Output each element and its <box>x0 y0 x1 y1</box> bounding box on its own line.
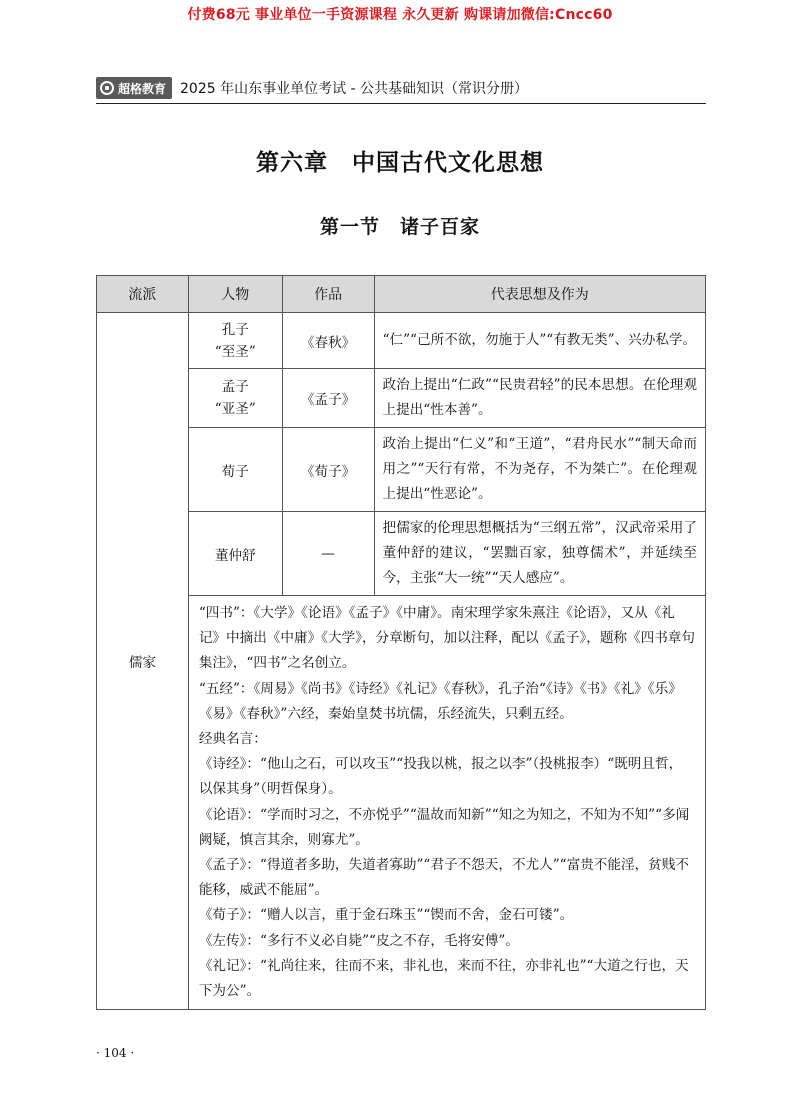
note-liji: 《礼记》：“礼尚往来，往而不来，非礼也，来而不往，亦非礼也”“大道之行也，天下为公”。 <box>198 957 689 1000</box>
note-five-classics: “五经”：《周易》《尚书》《诗经》《礼记》《春秋》，孔子治“《诗》《书》《礼》《乐》《易》《春秋》”六经，秦始皇焚书坑儒，乐经流失，只剩五经。 <box>198 680 682 722</box>
thought-cell: 把儒家的伦理思想概括为“三纲五常”，汉武帝采用了董仲舒的建议，“罢黜百家，独尊儒术”，并延续至今，主张“大一统”“天人感应”。 <box>374 512 705 596</box>
note-lunyu: 《论语》：“学而时习之，不亦悦乎”“温故而知新”“知之为知之，不知为不知”“多闻阙疑，慎言其余，则寡尤”。 <box>198 806 690 848</box>
schools-table <box>96 275 706 1010</box>
thought-cell: “仁”“己所不欲，勿施于人”“有教无类”、兴办私学。 <box>374 313 705 369</box>
table-row <box>97 596 706 1010</box>
header-school: 流派 <box>97 276 189 313</box>
note-zuozhuan: 《左传》：“多行不义必自毙”“皮之不存，毛将安傅”。 <box>198 932 519 949</box>
chapter-title: 第六章 中国古代文化思想 <box>256 149 544 176</box>
person-cell: 孟子 “亚圣” <box>188 369 282 428</box>
person-cell: 孔子 “至圣” <box>188 313 282 369</box>
table-row <box>97 512 706 596</box>
note-quotes-heading: 经典名言： <box>198 731 267 748</box>
table-row <box>97 369 706 428</box>
work-cell: 《荀子》 <box>282 428 374 512</box>
table-header-row <box>97 276 706 313</box>
work-cell: — <box>282 512 374 596</box>
watermark-banner: 付费68元 事业单位一手资源课程 永久更新 购课请加微信:Cncc60 <box>187 7 613 23</box>
header-title: 2025 年山东事业单位考试 - 公共基础知识（常识分册） <box>180 81 529 97</box>
page-number: · 104 · <box>96 1046 135 1060</box>
table-row <box>97 428 706 512</box>
thought-cell: 政治上提出“仁政”“民贵君轻”的民本思想。在伦理观上提出“性本善”。 <box>374 369 705 428</box>
header-thought: 代表思想及作为 <box>374 276 705 313</box>
note-xunzi: 《荀子》：“赠人以言，重于金石珠玉”“锲而不舍，金石可镂”。 <box>198 907 574 924</box>
note-mengzi: 《孟子》：“得道者多助，失道者寡助”“君子不怨天，不尤人”“富贵不能淫，贫贱不能移，威武不能屈”。 <box>198 857 689 899</box>
header-person: 人物 <box>188 276 282 313</box>
classics-notes-cell <box>188 596 705 1010</box>
person-cell: 荀子 <box>188 428 282 512</box>
person-cell: 董仲舒 <box>188 512 282 596</box>
logo-text: 超格教育 <box>118 81 167 96</box>
thought-cell: 政治上提出“仁义”和“王道”，“君舟民水”“制天命而用之”“天行有常，不为尧存，不为桀亡”。在伦理观上提出“性恶论”。 <box>374 428 705 512</box>
header-work: 作品 <box>282 276 374 313</box>
publisher-logo <box>96 77 172 99</box>
section-title: 第一节 诸子百家 <box>319 216 480 238</box>
table-row <box>97 313 706 369</box>
page-header <box>96 76 706 100</box>
note-four-books: “四书”：《大学》《论语》《孟子》《中庸》。南宋理学家朱熹注《论语》，又从《礼记》中摘出《中庸》《大学》，分章断句，加以注释，配以《孟子》，题称《四书章句集注》，“四书”之名创立。 <box>198 605 695 672</box>
header-divider <box>96 103 706 104</box>
logo-icon <box>100 81 114 95</box>
school-cell: 儒家 <box>97 313 189 1010</box>
work-cell: 《孟子》 <box>282 369 374 428</box>
note-shijing: 《诗经》：“他山之石，可以攻玉”“投我以桃，报之以李”（投桃报李）“既明且哲，以保其身”（明哲保身）。 <box>198 756 683 798</box>
work-cell: 《春秋》 <box>282 313 374 369</box>
